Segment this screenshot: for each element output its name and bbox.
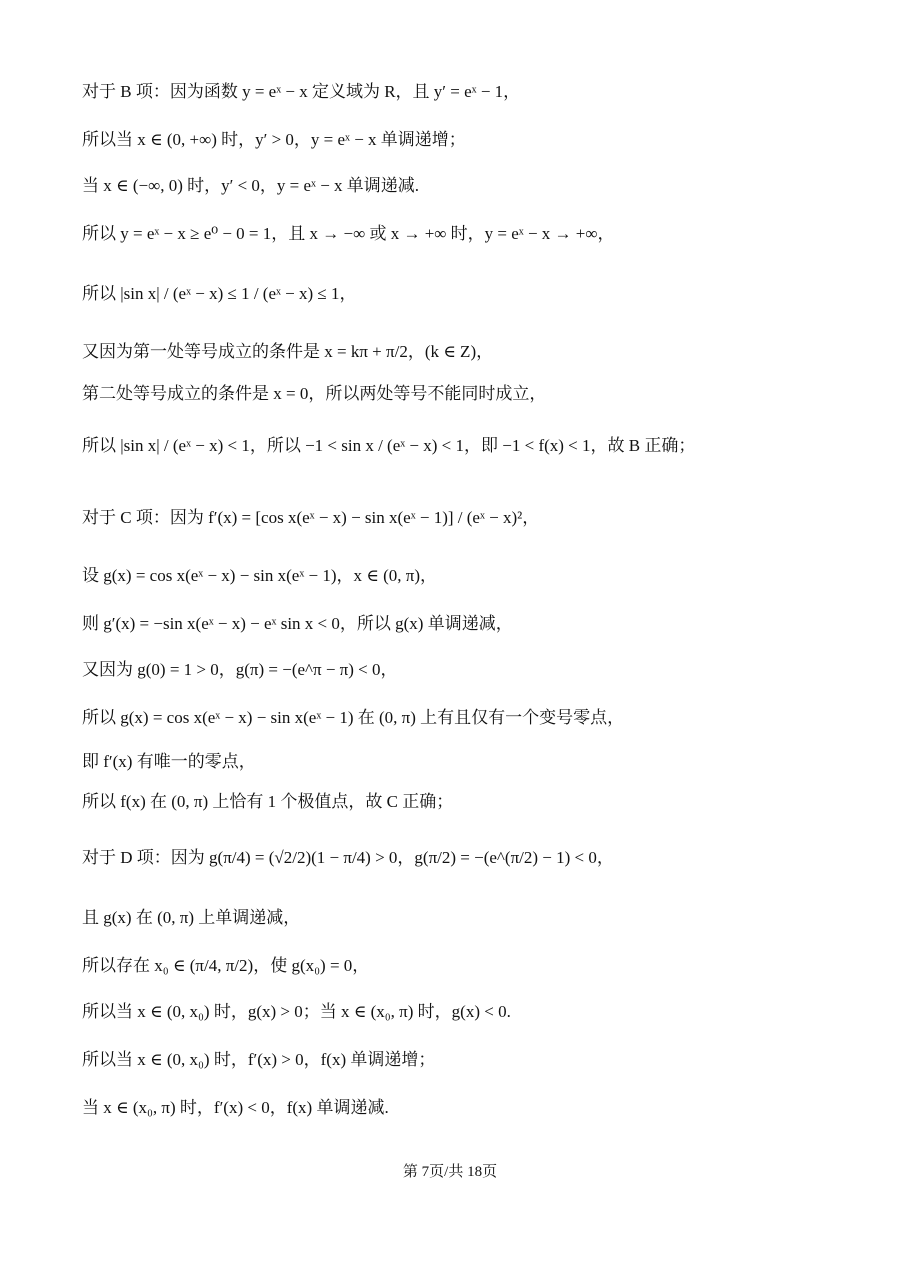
solution-line: 设 g(x) = cos x(eˣ − x) − sin x(eˣ − 1)，x ∈ (0, π)， bbox=[82, 566, 437, 585]
solution-line: 第二处等号成立的条件是 x = 0，所以两处等号不能同时成立， bbox=[82, 384, 547, 403]
solution-line: 所以当 x ∈ (0, +∞) 时，y′ > 0，y = eˣ − x 单调递增； bbox=[82, 130, 466, 149]
solution-line: 所以当 x ∈ (0, x₀) 时，g(x) > 0；当 x ∈ (x₀, π) 时，g(x) < 0. bbox=[82, 1002, 511, 1021]
solution-line: 所以 f(x) 在 (0, π) 上恰有 1 个极值点，故 C 正确； bbox=[82, 792, 454, 811]
solution-line: 当 x ∈ (−∞, 0) 时，y′ < 0，y = eˣ − x 单调递减. bbox=[82, 176, 420, 195]
solution-line: 所以 |sin x| / (eˣ − x) < 1，所以 −1 < sin x / (eˣ − x) < 1，即 −1 < f(x) < 1，故 B 正确； bbox=[82, 436, 696, 455]
solution-line: 对于 D 项：因为 g(π/4) = (√2/2)(1 − π/4) > 0，g(π/2) = −(e^(π/2) − 1) < 0， bbox=[82, 848, 614, 867]
solution-line: 所以 |sin x| / (eˣ − x) ≤ 1 / (eˣ − x) ≤ 1， bbox=[82, 284, 357, 303]
solution-line: 又因为第一处等号成立的条件是 x = kπ + π/2，(k ∈ Z)， bbox=[82, 342, 494, 361]
solution-line: 即 f′(x) 有唯一的零点， bbox=[82, 752, 256, 771]
solution-line: 所以存在 x₀ ∈ (π/4, π/2)，使 g(x₀) = 0， bbox=[82, 956, 370, 975]
solution-line: 对于 B 项：因为函数 y = eˣ − x 定义域为 R，且 y′ = eˣ − 1， bbox=[82, 82, 521, 101]
solution-line: 又因为 g(0) = 1 > 0，g(π) = −(e^π − π) < 0， bbox=[82, 660, 398, 679]
solution-line: 所以 y = eˣ − x ≥ e⁰ − 0 = 1，且 x → −∞ 或 x → +∞ 时，y = eˣ − x → +∞， bbox=[82, 224, 615, 243]
solution-line: 所以 g(x) = cos x(eˣ − x) − sin x(eˣ − 1) 在 (0, π) 上有且仅有一个变号零点， bbox=[82, 708, 625, 727]
page-number-footer: 第 7页/共 18页 bbox=[402, 1164, 498, 1180]
solution-line: 对于 C 项：因为 f′(x) = [cos x(eˣ − x) − sin x(eˣ − 1)] / (eˣ − x)²， bbox=[82, 508, 540, 527]
solution-line: 且 g(x) 在 (0, π) 上单调递减， bbox=[82, 908, 301, 927]
solution-line: 所以当 x ∈ (0, x₀) 时，f′(x) > 0，f(x) 单调递增； bbox=[82, 1050, 436, 1069]
solution-line: 当 x ∈ (x₀, π) 时，f′(x) < 0，f(x) 单调递减. bbox=[82, 1098, 389, 1117]
solution-line: 则 g′(x) = −sin x(eˣ − x) − eˣ sin x < 0，所以 g(x) 单调递减， bbox=[82, 614, 513, 633]
